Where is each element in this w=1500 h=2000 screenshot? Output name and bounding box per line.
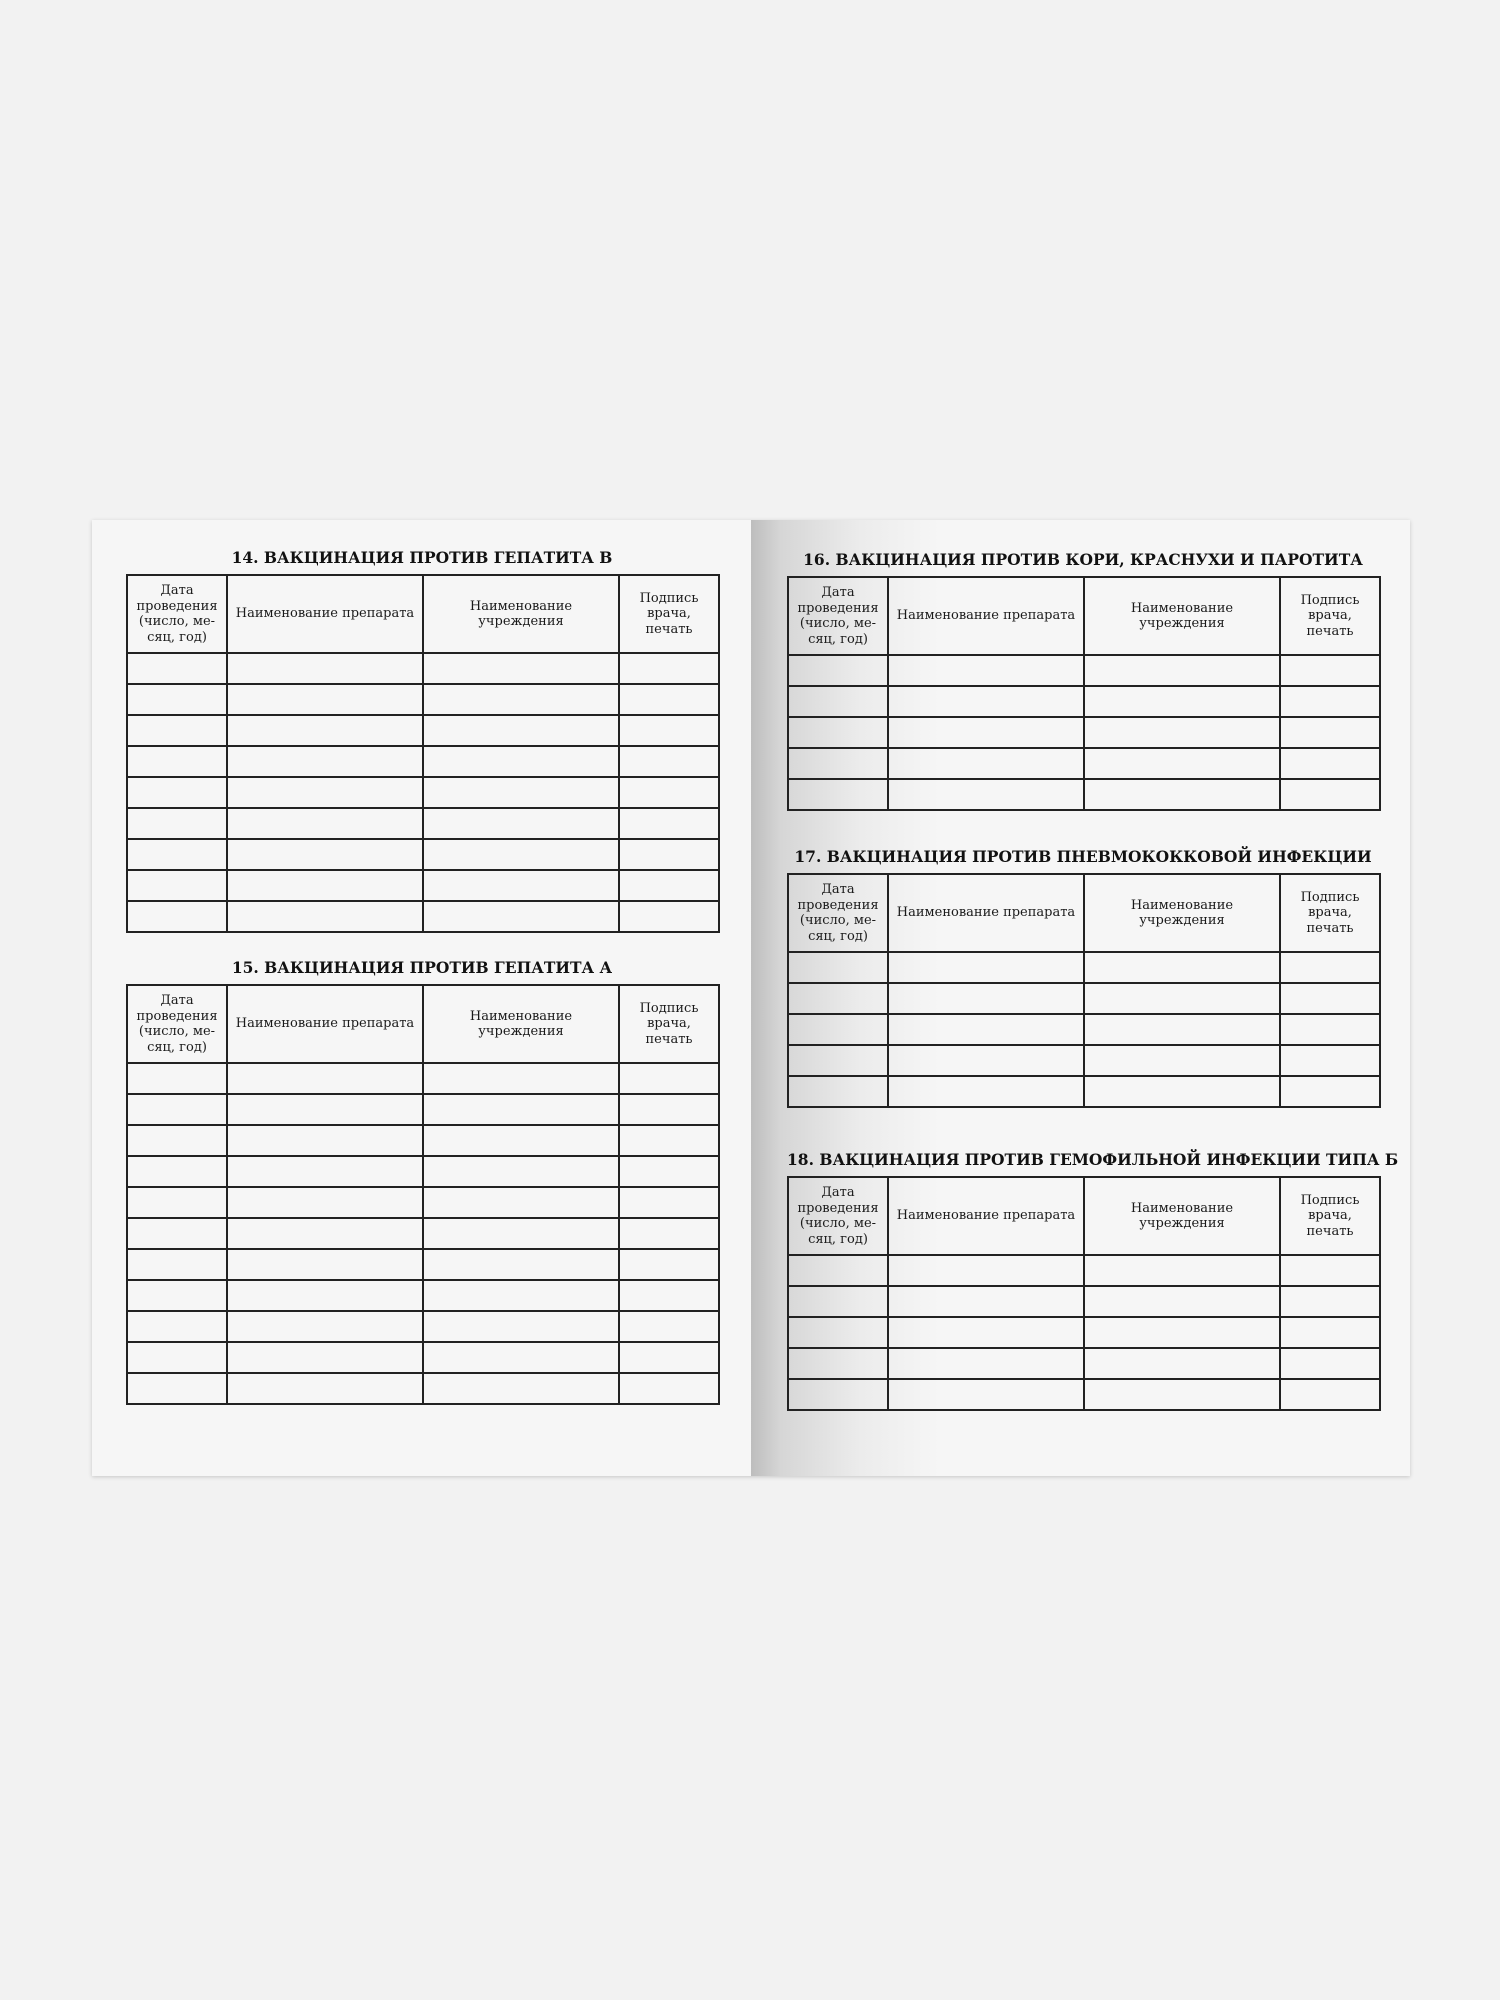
cell-institution bbox=[1084, 748, 1280, 779]
cell-date bbox=[788, 748, 888, 779]
table-row bbox=[127, 870, 719, 901]
cell-signature bbox=[1280, 1014, 1380, 1045]
table-row bbox=[127, 1249, 719, 1280]
cell-institution bbox=[1084, 952, 1280, 983]
cell-drug bbox=[888, 1348, 1084, 1379]
cell-drug bbox=[227, 1094, 423, 1125]
table-row bbox=[127, 1218, 719, 1249]
cell-institution bbox=[1084, 1317, 1280, 1348]
cell-institution bbox=[423, 746, 619, 777]
table-row bbox=[127, 1280, 719, 1311]
table-row bbox=[127, 901, 719, 932]
cell-signature bbox=[619, 901, 719, 932]
cell-drug bbox=[227, 1156, 423, 1187]
cell-drug bbox=[227, 715, 423, 746]
header-date: Дата проведения (число, ме-сяц, год) bbox=[788, 1177, 888, 1255]
cell-date bbox=[127, 1218, 227, 1249]
vaccination-table bbox=[787, 873, 1381, 1108]
table-row bbox=[127, 1187, 719, 1218]
cell-institution bbox=[423, 684, 619, 715]
section-hepatitis-a bbox=[126, 956, 718, 1405]
table-row bbox=[127, 1311, 719, 1342]
header-institution: Наименование учреждения bbox=[423, 985, 619, 1063]
table-row bbox=[788, 1045, 1380, 1076]
cell-signature bbox=[619, 715, 719, 746]
cell-drug bbox=[888, 748, 1084, 779]
header-drug: Наименование препарата bbox=[888, 1177, 1084, 1255]
cell-institution bbox=[423, 653, 619, 684]
cell-signature bbox=[619, 1094, 719, 1125]
cell-signature bbox=[1280, 1076, 1380, 1107]
vaccination-table bbox=[787, 576, 1381, 811]
table-row bbox=[788, 1379, 1380, 1410]
cell-date bbox=[127, 1249, 227, 1280]
cell-date bbox=[127, 1342, 227, 1373]
cell-date bbox=[127, 777, 227, 808]
cell-signature bbox=[619, 653, 719, 684]
cell-institution bbox=[423, 715, 619, 746]
cell-signature bbox=[619, 1218, 719, 1249]
cell-drug bbox=[227, 684, 423, 715]
header-date: Дата проведения (число, ме-сяц, год) bbox=[127, 985, 227, 1063]
header-institution: Наименование учреждения bbox=[1084, 577, 1280, 655]
cell-signature bbox=[1280, 655, 1380, 686]
cell-drug bbox=[888, 952, 1084, 983]
cell-signature bbox=[1280, 779, 1380, 810]
cell-date bbox=[127, 1094, 227, 1125]
cell-institution bbox=[423, 1311, 619, 1342]
cell-drug bbox=[888, 1286, 1084, 1317]
header-signature: Подпись врача, печать bbox=[1280, 577, 1380, 655]
table-row bbox=[788, 686, 1380, 717]
cell-date bbox=[127, 901, 227, 932]
section-hib bbox=[787, 1148, 1399, 1411]
cell-drug bbox=[888, 1317, 1084, 1348]
cell-institution bbox=[423, 1342, 619, 1373]
section-title: 18. ВАКЦИНАЦИЯ ПРОТИВ ГЕМОФИЛЬНОЙ ИНФЕКЦИИ ТИПА Б bbox=[787, 1150, 1399, 1169]
cell-drug bbox=[227, 839, 423, 870]
cell-drug bbox=[227, 1218, 423, 1249]
cell-institution bbox=[1084, 655, 1280, 686]
cell-institution bbox=[423, 901, 619, 932]
table-row bbox=[788, 983, 1380, 1014]
cell-institution bbox=[1084, 1348, 1280, 1379]
cell-drug bbox=[888, 1045, 1084, 1076]
vaccination-table bbox=[787, 1176, 1381, 1411]
table-row bbox=[788, 1286, 1380, 1317]
table-row bbox=[788, 1348, 1380, 1379]
header-institution: Наименование учреждения bbox=[1084, 874, 1280, 952]
header-drug: Наименование препарата bbox=[888, 577, 1084, 655]
table-row bbox=[127, 1373, 719, 1404]
cell-drug bbox=[227, 777, 423, 808]
cell-institution bbox=[423, 1125, 619, 1156]
cell-date bbox=[788, 1014, 888, 1045]
cell-institution bbox=[1084, 717, 1280, 748]
header-drug: Наименование препарата bbox=[227, 575, 423, 653]
section-pneumococcal bbox=[787, 845, 1379, 1108]
cell-signature bbox=[619, 1373, 719, 1404]
cell-drug bbox=[888, 779, 1084, 810]
cell-date bbox=[788, 983, 888, 1014]
table-row bbox=[788, 1014, 1380, 1045]
table-row bbox=[127, 684, 719, 715]
cell-signature bbox=[619, 1280, 719, 1311]
table-row bbox=[127, 1156, 719, 1187]
table-row bbox=[788, 717, 1380, 748]
cell-date bbox=[127, 808, 227, 839]
cell-date bbox=[788, 1317, 888, 1348]
cell-signature bbox=[619, 1187, 719, 1218]
cell-institution bbox=[423, 808, 619, 839]
cell-date bbox=[788, 1348, 888, 1379]
cell-signature bbox=[619, 1342, 719, 1373]
cell-date bbox=[127, 1311, 227, 1342]
cell-drug bbox=[227, 1125, 423, 1156]
table-row bbox=[788, 1317, 1380, 1348]
table-row bbox=[788, 952, 1380, 983]
cell-date bbox=[127, 715, 227, 746]
header-row bbox=[788, 577, 1380, 655]
cell-signature bbox=[619, 777, 719, 808]
header-signature: Подпись врача, печать bbox=[619, 985, 719, 1063]
cell-date bbox=[788, 1379, 888, 1410]
cell-institution bbox=[1084, 983, 1280, 1014]
table-row bbox=[127, 808, 719, 839]
vaccination-table bbox=[126, 984, 720, 1405]
cell-signature bbox=[1280, 983, 1380, 1014]
cell-signature bbox=[619, 1125, 719, 1156]
section-title: 14. ВАКЦИНАЦИЯ ПРОТИВ ГЕПАТИТА В bbox=[231, 548, 613, 567]
header-row bbox=[127, 985, 719, 1063]
cell-institution bbox=[423, 1280, 619, 1311]
cell-signature bbox=[619, 808, 719, 839]
header-signature: Подпись врача, печать bbox=[1280, 874, 1380, 952]
cell-institution bbox=[1084, 1286, 1280, 1317]
header-drug: Наименование препарата bbox=[227, 985, 423, 1063]
cell-institution bbox=[423, 1249, 619, 1280]
cell-date bbox=[788, 717, 888, 748]
right-page bbox=[751, 520, 1410, 1476]
cell-drug bbox=[227, 1342, 423, 1373]
header-date: Дата проведения (число, ме-сяц, год) bbox=[788, 577, 888, 655]
cell-drug bbox=[888, 717, 1084, 748]
cell-signature bbox=[619, 1249, 719, 1280]
section-title: 17. ВАКЦИНАЦИЯ ПРОТИВ ПНЕВМОКОККОВОЙ ИНФЕКЦИИ bbox=[794, 847, 1372, 866]
section-hepatitis-b bbox=[126, 546, 718, 933]
cell-drug bbox=[227, 1373, 423, 1404]
cell-date bbox=[127, 1063, 227, 1094]
cell-drug bbox=[888, 1255, 1084, 1286]
cell-drug bbox=[227, 901, 423, 932]
cell-drug bbox=[888, 1014, 1084, 1045]
section-title: 16. ВАКЦИНАЦИЯ ПРОТИВ КОРИ, КРАСНУХИ И ПАРОТИТА bbox=[803, 550, 1363, 569]
cell-signature bbox=[619, 746, 719, 777]
cell-institution bbox=[1084, 1014, 1280, 1045]
cell-institution bbox=[1084, 1255, 1280, 1286]
cell-date bbox=[127, 1280, 227, 1311]
cell-institution bbox=[423, 1218, 619, 1249]
cell-drug bbox=[888, 1076, 1084, 1107]
table-row bbox=[788, 779, 1380, 810]
cell-signature bbox=[619, 1063, 719, 1094]
cell-drug bbox=[888, 686, 1084, 717]
cell-signature bbox=[1280, 1255, 1380, 1286]
booklet-spread bbox=[92, 520, 1410, 1476]
cell-date bbox=[127, 870, 227, 901]
cell-signature bbox=[619, 1311, 719, 1342]
cell-institution bbox=[1084, 1076, 1280, 1107]
table-row bbox=[127, 1094, 719, 1125]
cell-signature bbox=[1280, 1286, 1380, 1317]
table-row bbox=[127, 777, 719, 808]
cell-institution bbox=[423, 1063, 619, 1094]
table-row bbox=[788, 1076, 1380, 1107]
cell-institution bbox=[423, 1094, 619, 1125]
header-signature: Подпись врача, печать bbox=[619, 575, 719, 653]
cell-signature bbox=[1280, 1317, 1380, 1348]
section-mmr bbox=[787, 548, 1379, 811]
cell-drug bbox=[227, 1187, 423, 1218]
cell-signature bbox=[619, 839, 719, 870]
cell-signature bbox=[619, 1156, 719, 1187]
cell-drug bbox=[227, 746, 423, 777]
cell-date bbox=[788, 1255, 888, 1286]
table-row bbox=[127, 839, 719, 870]
left-page bbox=[92, 520, 751, 1476]
cell-institution bbox=[423, 1373, 619, 1404]
cell-drug bbox=[227, 653, 423, 684]
table-row bbox=[127, 746, 719, 777]
table-row bbox=[127, 653, 719, 684]
cell-institution bbox=[423, 1187, 619, 1218]
cell-date bbox=[788, 1045, 888, 1076]
cell-date bbox=[127, 1125, 227, 1156]
table-row bbox=[788, 1255, 1380, 1286]
cell-drug bbox=[227, 808, 423, 839]
cell-signature bbox=[1280, 1045, 1380, 1076]
header-institution: Наименование учреждения bbox=[1084, 1177, 1280, 1255]
cell-signature bbox=[1280, 1348, 1380, 1379]
cell-signature bbox=[619, 870, 719, 901]
cell-drug bbox=[888, 655, 1084, 686]
header-signature: Подпись врача, печать bbox=[1280, 1177, 1380, 1255]
cell-institution bbox=[423, 839, 619, 870]
cell-drug bbox=[227, 1249, 423, 1280]
cell-drug bbox=[227, 870, 423, 901]
cell-drug bbox=[227, 1311, 423, 1342]
cell-date bbox=[788, 1076, 888, 1107]
cell-institution bbox=[423, 1156, 619, 1187]
cell-signature bbox=[1280, 748, 1380, 779]
cell-drug bbox=[888, 983, 1084, 1014]
table-row bbox=[127, 715, 719, 746]
cell-drug bbox=[888, 1379, 1084, 1410]
table-row bbox=[127, 1063, 719, 1094]
cell-institution bbox=[1084, 1379, 1280, 1410]
cell-date bbox=[127, 684, 227, 715]
header-institution: Наименование учреждения bbox=[423, 575, 619, 653]
cell-signature bbox=[1280, 686, 1380, 717]
cell-signature bbox=[1280, 1379, 1380, 1410]
cell-date bbox=[127, 653, 227, 684]
cell-date bbox=[127, 1187, 227, 1218]
table-row bbox=[788, 655, 1380, 686]
header-row bbox=[788, 874, 1380, 952]
cell-institution bbox=[423, 777, 619, 808]
vaccination-table bbox=[126, 574, 720, 933]
cell-drug bbox=[227, 1280, 423, 1311]
cell-date bbox=[788, 686, 888, 717]
cell-date bbox=[127, 746, 227, 777]
cell-date bbox=[127, 1373, 227, 1404]
cell-date bbox=[127, 1156, 227, 1187]
cell-institution bbox=[1084, 686, 1280, 717]
cell-institution bbox=[423, 870, 619, 901]
header-drug: Наименование препарата bbox=[888, 874, 1084, 952]
table-row bbox=[127, 1342, 719, 1373]
section-title: 15. ВАКЦИНАЦИЯ ПРОТИВ ГЕПАТИТА А bbox=[231, 958, 613, 977]
cell-signature bbox=[1280, 952, 1380, 983]
header-row bbox=[127, 575, 719, 653]
cell-date bbox=[127, 839, 227, 870]
cell-signature bbox=[1280, 717, 1380, 748]
cell-signature bbox=[619, 684, 719, 715]
cell-drug bbox=[227, 1063, 423, 1094]
cell-institution bbox=[1084, 779, 1280, 810]
header-row bbox=[788, 1177, 1380, 1255]
cell-institution bbox=[1084, 1045, 1280, 1076]
header-date: Дата проведения (число, ме-сяц, год) bbox=[127, 575, 227, 653]
cell-date bbox=[788, 655, 888, 686]
cell-date bbox=[788, 952, 888, 983]
table-row bbox=[127, 1125, 719, 1156]
cell-date bbox=[788, 1286, 888, 1317]
cell-date bbox=[788, 779, 888, 810]
table-row bbox=[788, 748, 1380, 779]
header-date: Дата проведения (число, ме-сяц, год) bbox=[788, 874, 888, 952]
